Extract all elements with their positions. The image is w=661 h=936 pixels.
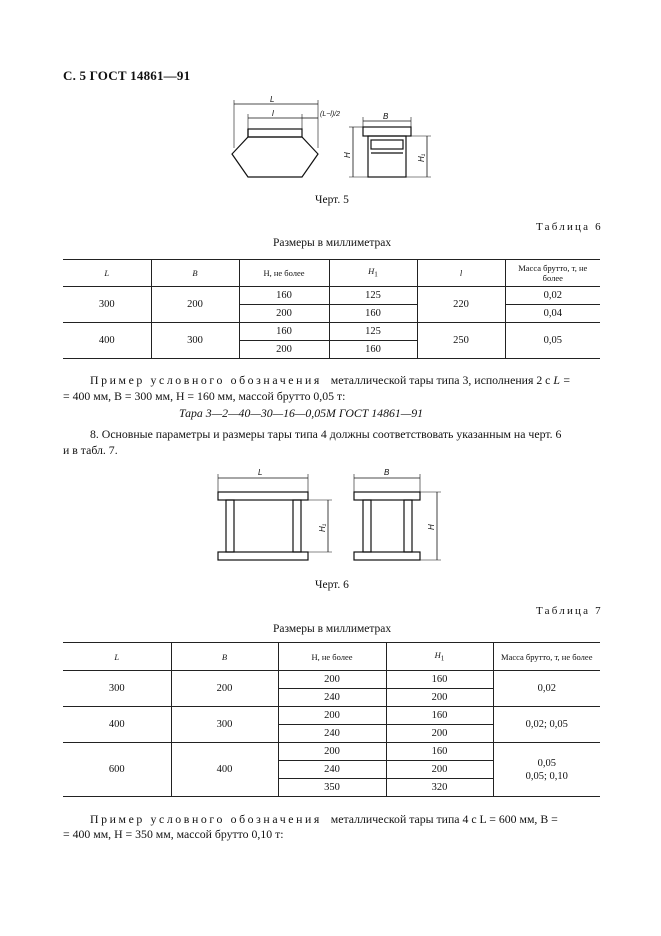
table-6-header-L: L: [63, 260, 151, 287]
para-8-line-2: и в табл. 7.: [63, 443, 118, 457]
example-2-line-1: Пример условного обозначения металлической тары типа 4 с L = 600 мм, B =: [90, 812, 558, 826]
example-1-designation: Тара 3—2—40—30—16—0,05М ГОСТ 14861—91: [179, 406, 424, 420]
figure-6-caption: Черт. 6: [315, 579, 349, 591]
fig6-label-H1: H₁: [318, 523, 327, 532]
table-cell: 300: [63, 287, 151, 323]
page-header: С. 5 ГОСТ 14861—91: [63, 68, 191, 83]
table-cell: 0,02; 0,05: [493, 707, 600, 743]
fig5-label-H1: H₁: [417, 153, 426, 162]
table-cell: 400: [63, 323, 151, 359]
table-7-number: Таблица 7: [536, 605, 603, 617]
fig6-label-H: H: [427, 524, 436, 530]
table-cell: 200: [278, 743, 386, 761]
table-row: [63, 287, 600, 305]
table-row: [63, 323, 600, 341]
table-7-header-H1: $H_1$: [386, 643, 493, 671]
table-cell: 0,05 0,05; 0,10: [493, 743, 600, 797]
fig5-label-H: H: [343, 152, 352, 158]
table-cell: 125: [329, 323, 417, 341]
fig5-label-lhalf: (L−l)/2: [320, 111, 341, 118]
table-7-header-L: L: [63, 643, 171, 671]
table-cell: 0,02: [493, 671, 600, 707]
fig6-label-B: B: [384, 468, 390, 477]
table-7: [63, 642, 600, 797]
table-cell: 240: [278, 725, 386, 743]
table-cell: 160: [239, 287, 329, 305]
table-7-header-B: B: [171, 643, 278, 671]
table-cell: 240: [278, 689, 386, 707]
table-cell: 160: [386, 707, 493, 725]
table-cell: 160: [239, 323, 329, 341]
table-cell: 160: [386, 671, 493, 689]
table-cell: 400: [171, 743, 278, 797]
table-cell: 220: [417, 287, 505, 323]
table-6-header-H: H, не более: [239, 260, 329, 287]
table-7-header-H: H, не более: [278, 643, 386, 671]
table-cell: 200: [386, 689, 493, 707]
table-cell: 300: [151, 323, 239, 359]
figure-6-drawing: [216, 466, 446, 572]
table-row: [63, 671, 600, 689]
table-6-header-l: l: [417, 260, 505, 287]
table-cell: 240: [278, 761, 386, 779]
example-2-line-2: = 400 мм, H = 350 мм, массой брутто 0,10 т:: [63, 827, 284, 841]
table-cell: 400: [63, 707, 171, 743]
example-1-line-2: = 400 мм, B = 300 мм, H = 160 мм, массой брутто 0,05 т:: [63, 389, 346, 403]
table-6-header-mass: Масса брутто, т, не более: [505, 260, 600, 287]
table-cell: 200: [151, 287, 239, 323]
table-6-header-B: B: [151, 260, 239, 287]
table-cell: 160: [386, 743, 493, 761]
table-row: [63, 743, 600, 761]
example-1-line-1: Пример условного обозначения металлической тары типа 3, исполнения 2 с L =: [90, 373, 571, 387]
table-6-number: Таблица 6: [536, 221, 603, 233]
fig5-label-L: L: [270, 96, 275, 104]
table-cell: 350: [278, 779, 386, 797]
fig5-label-B: B: [383, 112, 389, 121]
table-cell: 200: [239, 341, 329, 359]
table-cell: 300: [171, 707, 278, 743]
table-cell: 160: [329, 305, 417, 323]
table-cell: 320: [386, 779, 493, 797]
table-cell: 0,02: [505, 287, 600, 305]
table-cell: 200: [278, 671, 386, 689]
table-cell: 200: [386, 725, 493, 743]
figure-5-caption: Черт. 5: [315, 194, 349, 206]
figure-5-drawing: [220, 96, 440, 186]
table-cell: 0,04: [505, 305, 600, 323]
table-7-header-mass: Масса брутто, т, не более: [493, 643, 600, 671]
table-row: [63, 707, 600, 725]
table-cell: 200: [171, 671, 278, 707]
fig6-label-L: L: [258, 468, 263, 477]
table-cell: 200: [239, 305, 329, 323]
table-6: [63, 259, 600, 359]
table-6-header-H1: $H_1$: [329, 260, 417, 287]
table-cell: 300: [63, 671, 171, 707]
table-cell: 200: [278, 707, 386, 725]
table-cell: 250: [417, 323, 505, 359]
table-cell: 600: [63, 743, 171, 797]
table-cell: 200: [386, 761, 493, 779]
para-8-line-1: 8. Основные параметры и размеры тары типа 4 должны соответствовать указанным на черт. 6: [90, 427, 562, 441]
table-cell: 160: [329, 341, 417, 359]
table-7-subtitle: Размеры в миллиметрах: [273, 623, 392, 635]
table-cell: 125: [329, 287, 417, 305]
table-6-subtitle: Размеры в миллиметрах: [273, 237, 392, 249]
table-cell: 0,05: [505, 323, 600, 359]
fig5-label-l: l: [272, 109, 274, 118]
